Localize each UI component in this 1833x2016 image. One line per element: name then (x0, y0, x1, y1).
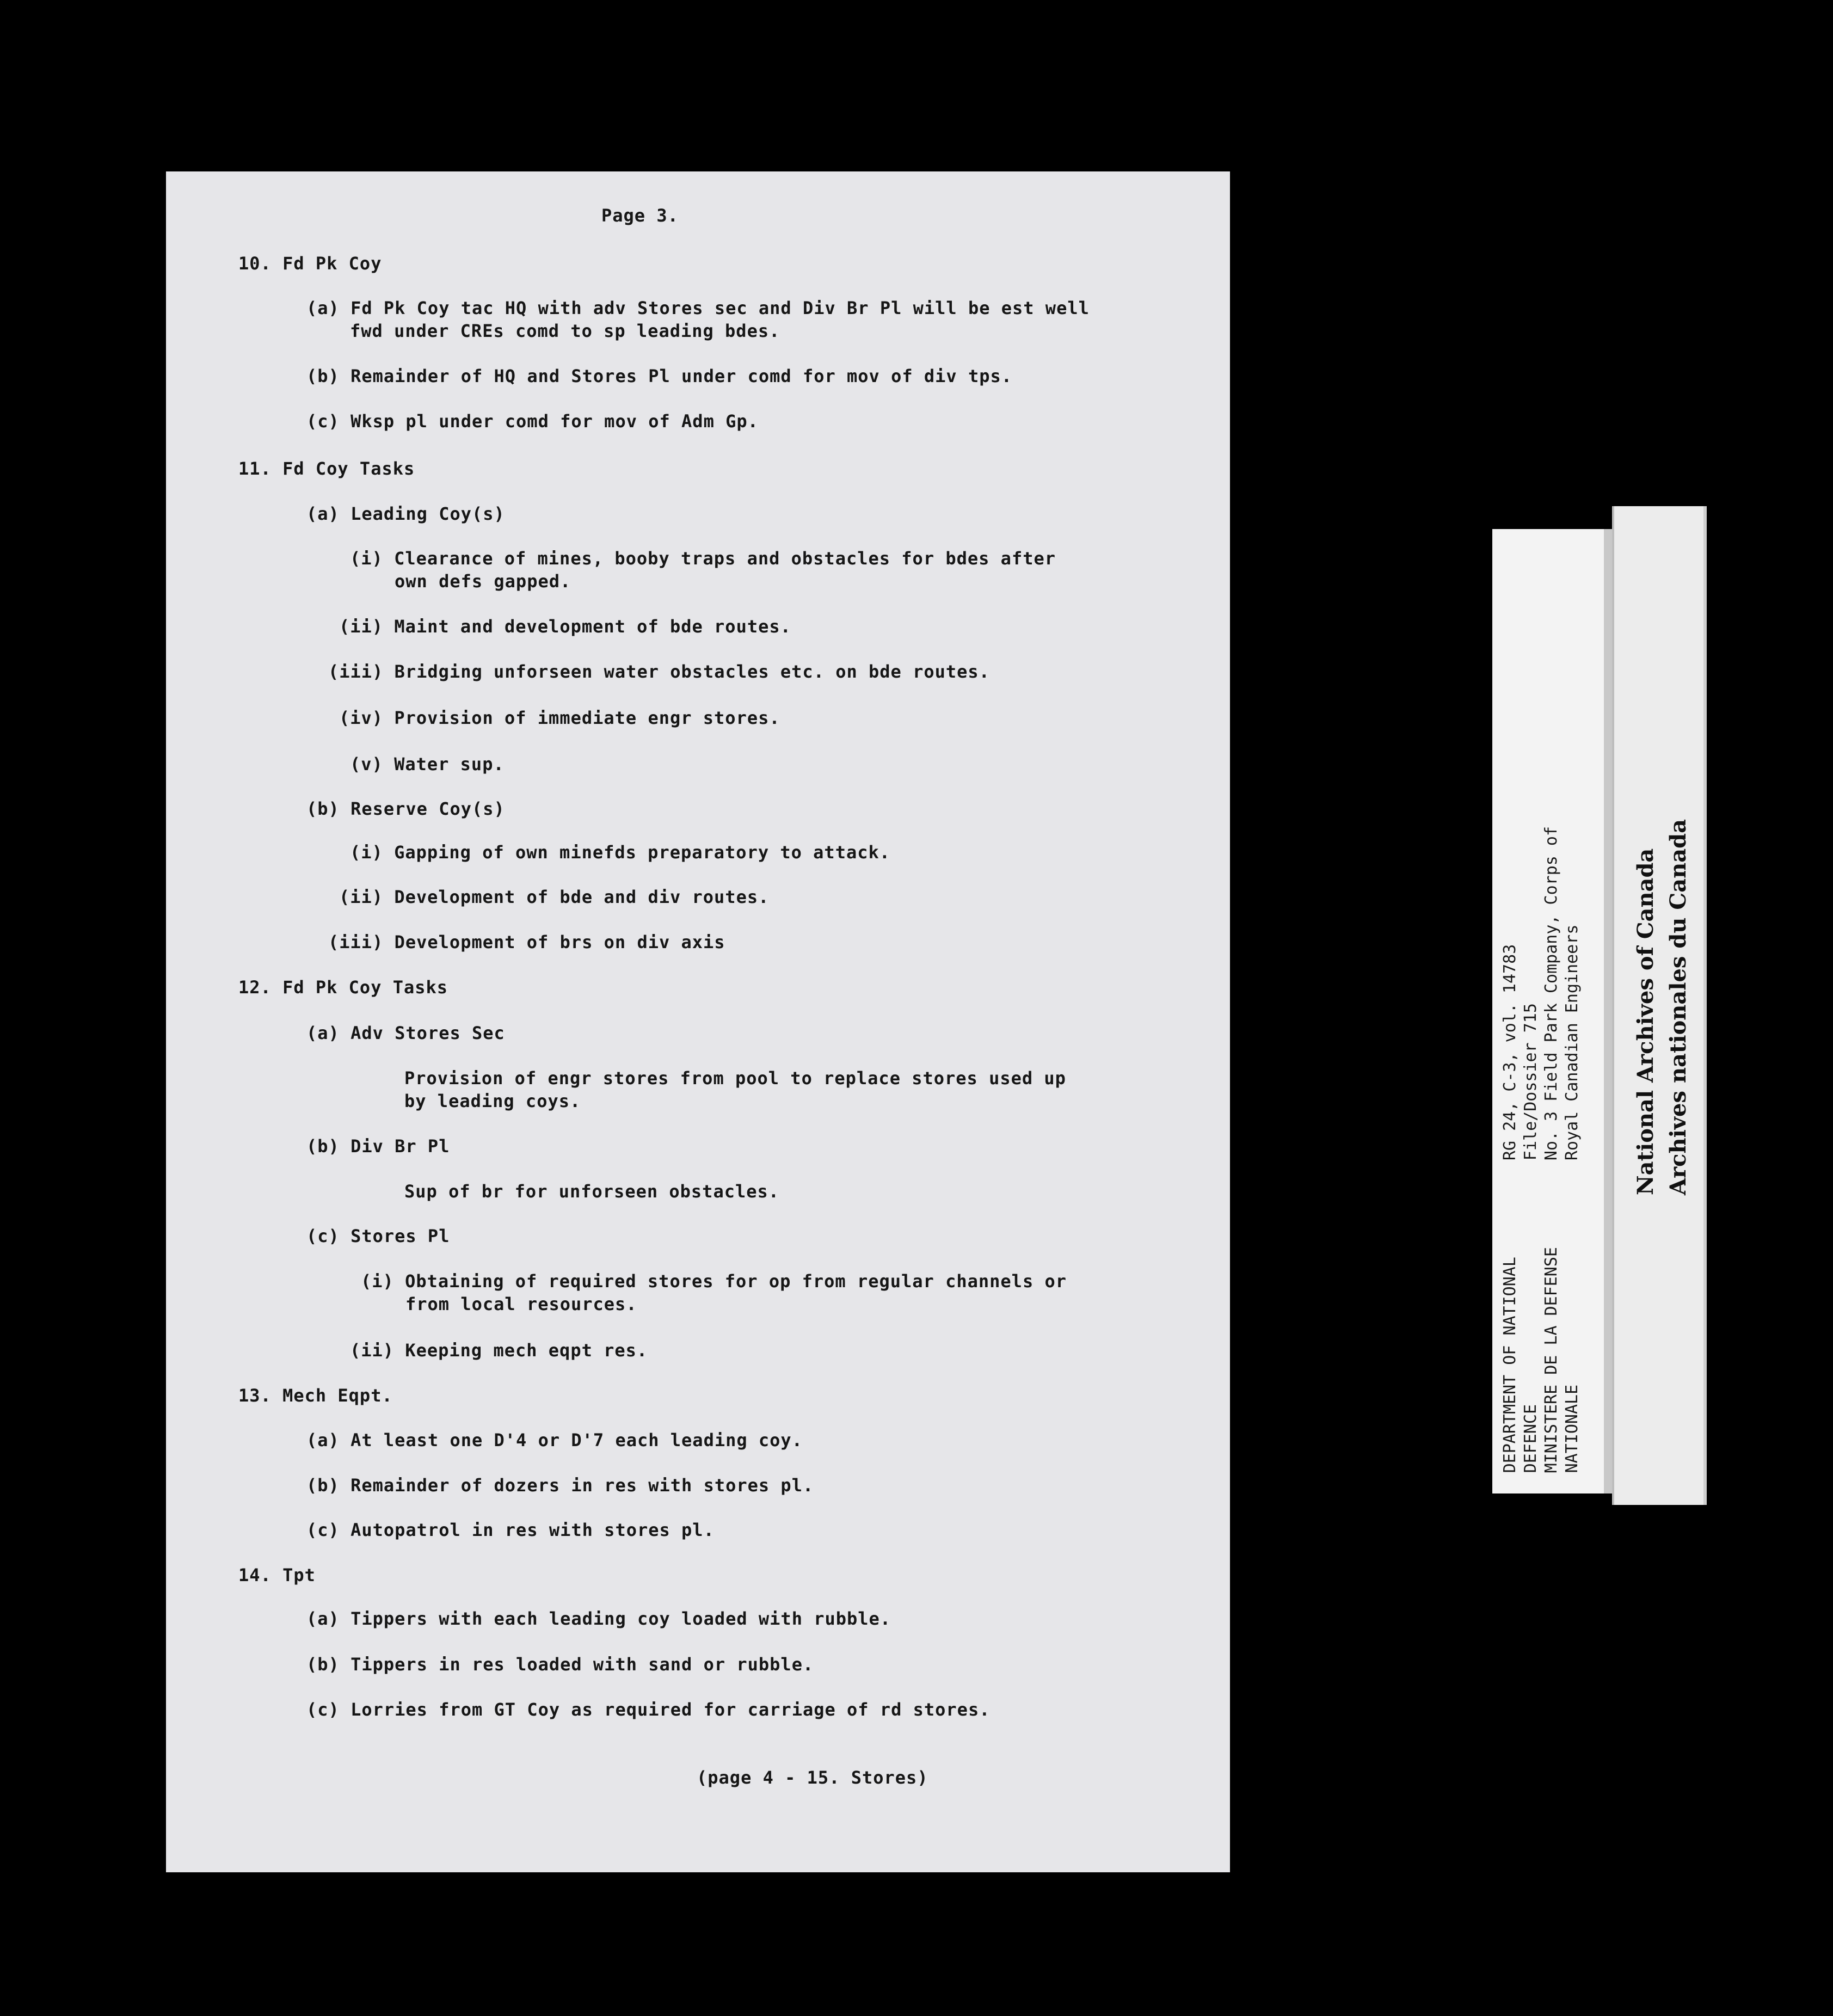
archive-reference-slip (1492, 529, 1613, 1493)
section-heading: 13. Mech Eqpt. (238, 1385, 393, 1406)
paragraph-line: (c) Lorries from GT Coy as required for carriage of rd stores. (306, 1699, 991, 1720)
national-archives-label: National Archives of Canada Archives nationales du Canada (1633, 819, 1691, 1195)
subsection-heading: (a) Leading Coy(s) (306, 503, 505, 524)
subsection-heading: (c) Stores Pl (306, 1226, 450, 1246)
paragraph-line: (a) Fd Pk Coy tac HQ with adv Stores sec and Div Br Pl will be est well (306, 298, 1090, 318)
reference-label: RG 24, C-3, vol. 14783 File/Dossier 715 No. 3 Field Park Company, Corps of Royal Canadian Engineers (1500, 826, 1582, 1160)
paragraph-line: own defs gapped. (395, 571, 571, 592)
paragraph-line: fwd under CREs comd to sp leading bdes. (350, 321, 780, 341)
paragraph-line: (c) Wksp pl under comd for mov of Adm Gp. (306, 411, 759, 432)
paragraph-line: (a) Tippers with each leading coy loaded with rubble. (306, 1608, 891, 1629)
paragraph-line: (ii) Development of bde and div routes. (339, 887, 770, 907)
document-page (166, 171, 1230, 1872)
paragraph-line: from local resources. (405, 1294, 637, 1314)
page-footer: (page 4 - 15. Stores) (697, 1767, 928, 1788)
paragraph-line: Provision of engr stores from pool to replace stores used up (404, 1068, 1066, 1089)
section-heading: 14. Tpt (238, 1565, 316, 1585)
paragraph-line: (ii) Maint and development of bde routes. (339, 616, 791, 637)
paragraph-line: Sup of br for unforseen obstacles. (404, 1181, 780, 1202)
paragraph-line: (v) Water sup. (350, 754, 505, 775)
paragraph-line: (i) Gapping of own minefds preparatory to attack. (350, 842, 891, 863)
paragraph-line: (c) Autopatrol in res with stores pl. (306, 1520, 715, 1540)
page-header: Page 3. (601, 205, 679, 226)
section-heading: 11. Fd Coy Tasks (238, 458, 415, 479)
subsection-heading: (a) Adv Stores Sec (306, 1023, 505, 1043)
subsection-heading: (b) Div Br Pl (306, 1136, 450, 1157)
section-heading: 12. Fd Pk Coy Tasks (238, 977, 448, 998)
paragraph-line: (iv) Provision of immediate engr stores. (339, 708, 780, 728)
paragraph-line: (b) Remainder of HQ and Stores Pl under comd for mov of div tps. (306, 366, 1012, 386)
paragraph-line: (b) Tippers in res loaded with sand or rubble. (306, 1654, 814, 1675)
paragraph-line: (iii) Bridging unforseen water obstacles etc. on bde routes. (328, 661, 990, 682)
paragraph-line: (i) Obtaining of required stores for op from regular channels or (361, 1271, 1067, 1292)
department-label: DEPARTMENT OF NATIONAL DEFENCE MINISTERE DE LA DEFENSE NATIONALE (1500, 1246, 1582, 1473)
national-archives-slip (1612, 506, 1707, 1505)
paragraph-line: (ii) Keeping mech eqpt res. (350, 1340, 648, 1361)
paragraph-line: by leading coys. (404, 1091, 581, 1111)
subsection-heading: (b) Reserve Coy(s) (306, 798, 505, 819)
paragraph-line: (iii) Development of brs on div axis (328, 932, 725, 952)
paragraph-line: (a) At least one D'4 or D'7 each leading coy. (306, 1430, 803, 1450)
section-heading: 10. Fd Pk Coy (238, 253, 382, 274)
paragraph-line: (b) Remainder of dozers in res with stores pl. (306, 1475, 814, 1496)
paragraph-line: (i) Clearance of mines, booby traps and obstacles for bdes after (350, 548, 1056, 569)
